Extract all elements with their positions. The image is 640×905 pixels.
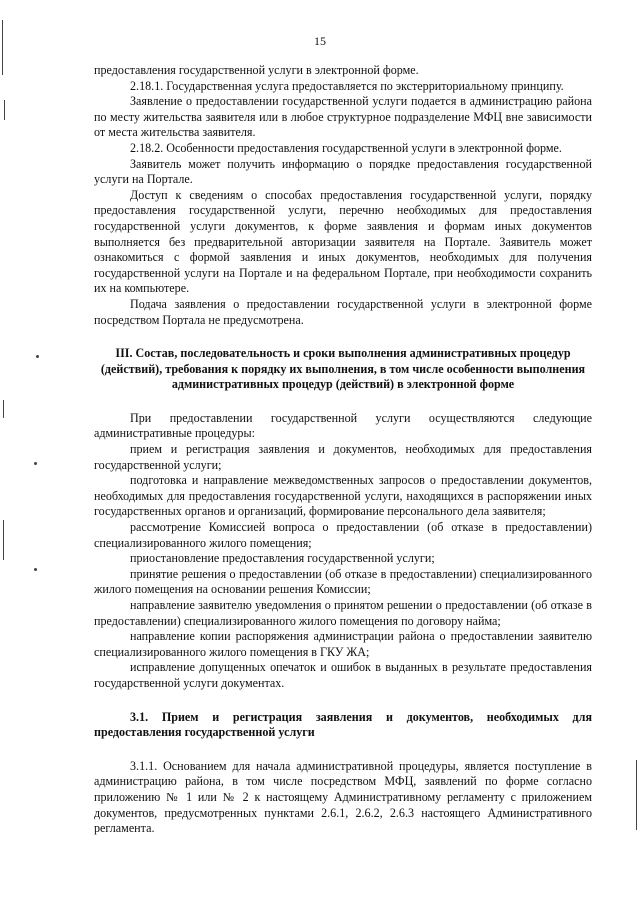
paragraph: Заявитель может получить информацию о порядке предоставления государственной услуги на Портале.: [94, 156, 592, 187]
list-item: прием и регистрация заявления и документов, необходимых для предоставления государственной услуги;: [94, 442, 592, 472]
list-item: приостановление предоставления государственной услуги;: [130, 551, 435, 566]
section-heading: III. Состав, последовательность и сроки выполнения административных процедур (действий), требования к порядку их выполнения, в том числе особенности выполнения административных процедур (действий) в электронной форме: [100, 346, 586, 392]
page-number: 15: [314, 34, 326, 48]
paragraph: Подача заявления о предоставлении государственной услуги в электронной форме посредством Портала не предусмотрена.: [94, 296, 592, 327]
scan-mark: [34, 568, 37, 571]
scan-mark: [36, 355, 39, 358]
scan-mark: [34, 462, 37, 465]
paragraph: Доступ к сведениям о способах предоставления государственной услуги, порядку предоставления государственной услуги, перечню необходимых для предоставления государственной услуги документов, к форме заявления и формам иных документов выполняется без предварительной авторизации заявителя на Портале. Заявитель может ознакомиться с формой заявления и иных документов, необходимых для получения государственной услуги на Портале и на федеральном Портале, при необходимости сохранить их на компьютере.: [94, 187, 592, 296]
scan-mark: [3, 400, 4, 418]
scan-mark: [2, 20, 3, 75]
list-item: исправление допущенных опечаток и ошибок в выданных в результате предоставления государственной услуги документах.: [94, 660, 592, 690]
paragraph: 2.18.1. Государственная услуга предоставляется по экстерриториальному принципу.: [130, 78, 564, 93]
scan-mark: [3, 520, 4, 560]
paragraph: 3.1.1. Основанием для начала административной процедуры, является поступление в администрацию района, в том числе посредством МФЦ, заявлений по форме согласно приложению № 1 или № 2 к настоящему Административному регламенту с приложением документов, предусмотренных пунктами 2.6.1, 2.6.2, 2.6.3 настоящего Административного регламента.: [94, 758, 592, 836]
scan-mark: [4, 100, 5, 120]
list-item: рассмотрение Комиссией вопроса о предоставлении (об отказе в предоставлении) специализированного жилого помещения;: [94, 520, 592, 550]
paragraph: При предоставлении государственной услуги осуществляются следующие административные процедуры:: [94, 410, 592, 441]
list-item: принятие решения о предоставлении (об отказе в предоставлении) специализированного жилого помещения на основании решения Комиссии;: [94, 566, 592, 597]
paragraph: 2.18.2. Особенности предоставления государственной услуги в электронной форме.: [130, 140, 562, 155]
scan-mark: [636, 760, 637, 830]
list-item: направление копии распоряжения администрации района о предоставлении заявителю специализированного жилого помещения в ГКУ ЖА;: [94, 629, 592, 659]
list-item: подготовка и направление межведомственных запросов о предоставлении документов, необходимых для предоставления государственной услуги, находящихся в распоряжении иных государственных органов и организаций, формирование персонального дела заявителя;: [94, 473, 592, 519]
paragraph: предоставления государственной услуги в электронной форме.: [94, 63, 419, 77]
list-item: направление заявителю уведомления о принятом решении о предоставлении (об отказе в предоставлении) специализированного жилого помещения по договору найма;: [94, 598, 592, 628]
subsection-heading: 3.1. Прием и регистрация заявления и документов, необходимых для предоставления государственной услуги: [94, 709, 592, 740]
paragraph: Заявление о предоставлении государственной услуги подается в администрацию района по месту жительства заявителя или в любое структурное подразделение МФЦ вне зависимости от места жительства заявителя.: [94, 94, 592, 140]
document-body: [94, 63, 592, 837]
